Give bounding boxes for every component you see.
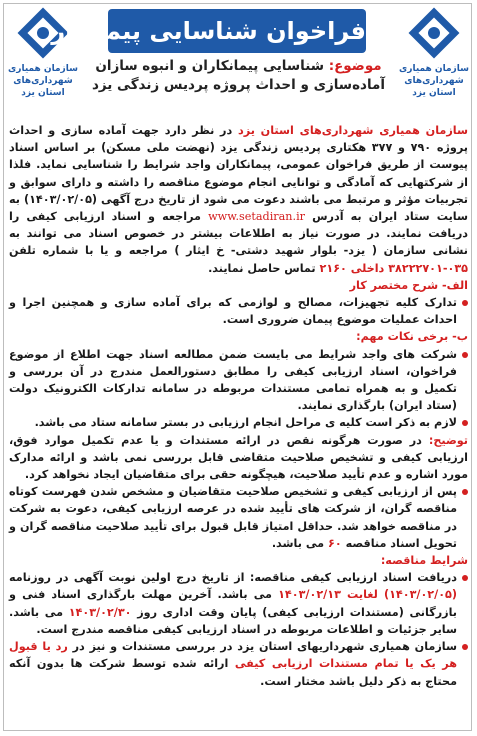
- bullet-icon: [462, 575, 468, 581]
- phone-number: ۰۳۵-۳۸۲۲۲۷۰۱ داخلی ۲۱۶۰: [319, 261, 468, 275]
- section-a-heading: الف- شرح مختصر کار: [349, 278, 468, 292]
- organization-logo-right: [399, 5, 469, 99]
- bullet-icon: [462, 420, 468, 426]
- conditions-heading: شرایط مناقصه:: [380, 554, 468, 568]
- subject-label: موضوع:: [328, 58, 382, 74]
- bullet-icon: [462, 352, 468, 358]
- date-deadline: ۱۴۰۳/۰۲/۳۰: [68, 605, 132, 619]
- section-b-heading: ب- برخی نکات مهم:: [356, 330, 468, 344]
- page-title: فراخوان شناسایی پیمانکار: [108, 9, 366, 53]
- minimum-score: ۶۰: [327, 536, 342, 550]
- intro-paragraph: سازمان همیاری شهرداری‌های استان یزد در نظر دارد جهت آماده سازی و احداث پروژه ۷۹۰ و ۳۷۷ هکتاری پردیس زندگی یزد (نهضت ملی مسکن) بر اساس اسناد پیوست از طریق فراخوان عمومی، پیمانکاران واجد شرایط را شناسایی نماید. فلذا از شرکتهایی که آمادگی و توانایی انجام موضوع مناقصه را داشته و دارای سوابق و تجربیات مؤثر و مرتبط می باشند دعوت می شود از تاریخ درج آگهی (۱۴۰۳/۰۲/۰۵) به سایت ستاد ایران به آدرس www.setadiran.ir مراجعه و اسناد ارزیابی کیفی را دریافت نمایند. در صورت نیاز به اطلاعات بیشتر در خصوص اسناد می توانند به نشانی سازمان ( یزد- بلوار شهید دشتی- خ ایثار ) مراجعه و یا با شماره تلفن ۰۳۵-۳۸۲۲۲۷۰۱ داخلی ۲۱۶۰ تماس حاصل نمایند.: [9, 124, 469, 275]
- note-label: توضیح:: [428, 433, 468, 447]
- notice-body: [9, 122, 468, 690]
- logo-caption: سازمان همیاری شهرداری‌های استان یزد: [8, 64, 78, 98]
- list-item: دریافت اسناد ارزیابی کیفی مناقصه: از تاریخ درج اولین نوبت آگهی در روزنامه (۱۴۰۳/۰۲/۰۵) لغایت ۱۴۰۳/۰۲/۱۳ می باشد. آخرین مهلت بارگذاری اسناد فنی و بازرگانی (مستندات ارزیابی کیفی) پایان وقت اداری روز ۱۴۰۳/۰۲/۳۰ می باشد. سایر جزئیات و اطلاعات مربوطه در اسناد ارزیابی کیفی مناقصه مندرج است.: [9, 569, 468, 638]
- subject-line-1: شناسایی پیمانکاران و انبوه سازان: [95, 58, 324, 74]
- website-link[interactable]: www.setadiran.ir: [208, 210, 305, 224]
- intro-organization: سازمان همیاری شهرداری‌های استان یزد: [238, 124, 468, 137]
- list-item: پس از ارزیابی کیفی و تشخیص صلاحیت متقاضیان و مشخص شدن فهرست کوتاه مناقصه گران، از شرکت های تأیید شده در عرصه ارزیابی کیفی، دعوت به شرکت در مناقصه خواهد شد. حداقل امتیاز قابل قبول برای تأیید صلاحیت مناقصه گران و تحویل اسناد مناقصه ۶۰ می باشد.: [9, 483, 468, 552]
- date-start: (۱۴۰۳/۰۲/۰۵): [383, 588, 458, 602]
- list-item: سازمان همیاری شهرداریهای استان یزد در بررسی مستندات و نیز در رد یا قبول هر یک یا تمام مستندات ارزیابی کیفی ارائه شده توسط شرکت ها بدون آنکه محتاج به ذکر دلیل باشد مختار است.: [9, 638, 468, 690]
- subject-line-2: آماده‌سازی و احداث پروژه پردیس زندگی یزد: [91, 77, 386, 93]
- list-item: تدارک کلیه تجهیزات، مصالح و لوازمی که برای آماده سازی و همچنین اجرا و احداث عملیات موضوع پیمان ضروری است.: [9, 294, 468, 328]
- list-item: لازم به ذکر است کلیه ی مراحل انجام ارزیابی در بستر سامانه ستاد می باشد.: [9, 414, 468, 431]
- bullet-icon: [462, 489, 468, 495]
- note-paragraph: توضیح: در صورت هرگونه نقص در ارائه مستندات و یا عدم تکمیل موارد فوق، ارزیابی کیفی و تشخیص صلاحیت متقاضی قابل بررسی نمی باشد و ارائه مدارک مورد اشاره و عدم تأیید صلاحیت، هیچگونه حقی برای متقاضیان ایجاد نخواهد کرد.: [9, 433, 468, 482]
- list-item: شرکت های واجد شرایط می بایست ضمن مطالعه اسناد جهت اطلاع از موضوع فراخوان، اسناد ارزیابی کیفی را مطابق دستورالعمل مندرج در آن بررسی و تکمیل و به همراه تمامی مستندات مربوطه در سامانه تدارکات الکترونیک دولت (ستاد ایران) بارگذاری نمایند.: [9, 346, 468, 415]
- subject-block: [84, 57, 393, 95]
- bullet-icon: [462, 300, 468, 306]
- logo-emblem-icon: [406, 5, 462, 61]
- logo-caption: سازمان همیاری شهرداری‌های استان یزد: [399, 64, 469, 98]
- date-end: ۱۴۰۳/۰۲/۱۳: [278, 588, 341, 602]
- bullet-icon: [462, 644, 468, 650]
